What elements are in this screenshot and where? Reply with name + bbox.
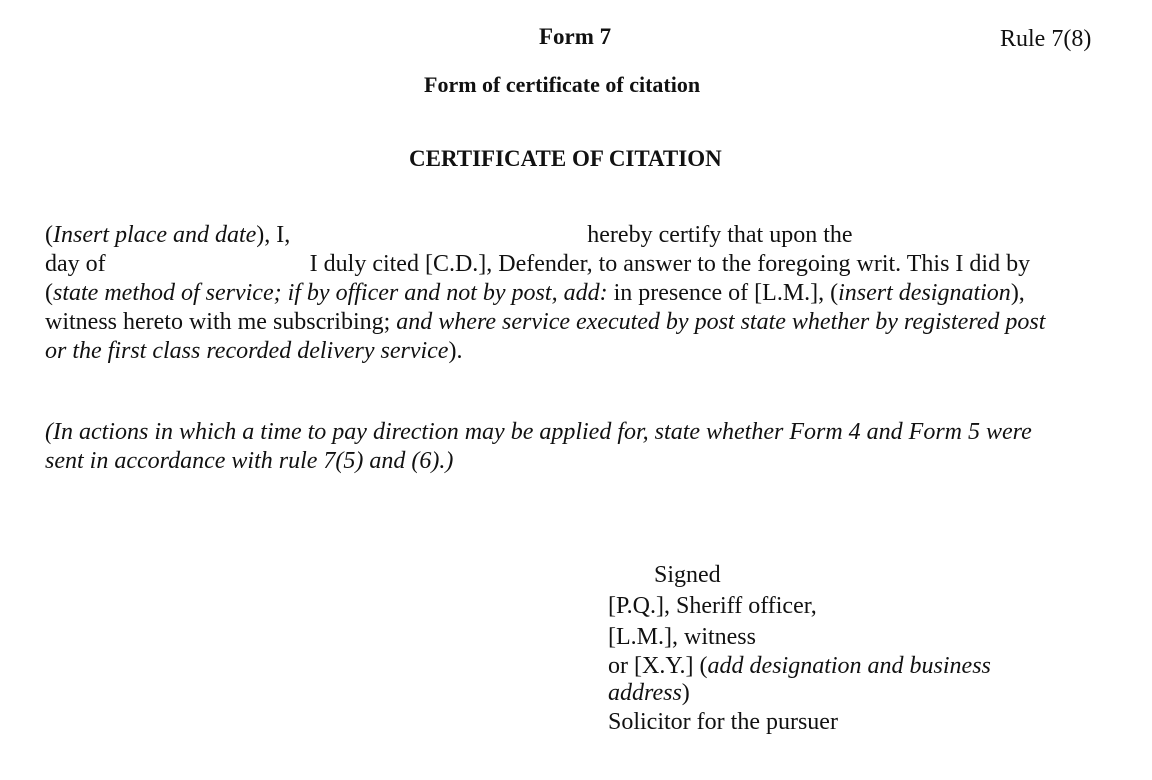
address-line: address) — [608, 680, 690, 706]
post-service-instruction: and where service executed by post state whether by registered post — [396, 309, 1046, 335]
insert-place-date: Insert place and date — [53, 222, 257, 248]
rule-reference: Rule 7(8) — [1000, 26, 1092, 52]
certificate-paragraph — [45, 221, 1045, 366]
signed-label: Signed — [654, 562, 721, 588]
form-subtitle: Form of certificate of citation — [424, 72, 701, 97]
paragraph-line-3: (state method of service; if by officer and not by post, add: in presence of [L.M.], (insert designation), — [45, 280, 1025, 306]
insert-designation-instruction: insert designation — [838, 280, 1011, 306]
witness-line: [L.M.], witness — [608, 624, 756, 650]
note-line-1: (In actions in which a time to pay direction may be applied for, state whether Form 4 and Form 5 were — [45, 419, 1032, 445]
state-method-instruction: state method of service; if by officer and not by post, add: — [53, 280, 608, 306]
note-line-2: sent in accordance with rule 7(5) and (6).) — [45, 448, 454, 474]
paragraph-line-2: day of I duly cited [C.D.], Defender, to answer to the foregoing writ. This I did by — [45, 251, 1031, 277]
paragraph-line-5: or the first class recorded delivery service). — [45, 338, 463, 364]
time-to-pay-note — [45, 418, 1032, 476]
solicitor-line: Solicitor for the pursuer — [608, 709, 838, 735]
form-number: Form 7 — [539, 24, 612, 49]
certificate-heading: CERTIFICATE OF CITATION — [409, 146, 722, 171]
paragraph-line-4: witness hereto with me subscribing; and where service executed by post state whether by registered post — [45, 309, 1046, 335]
signature-block — [608, 560, 991, 738]
solicitor-designation-line: or [X.Y.] (add designation and business — [608, 653, 991, 679]
paragraph-line-1: (Insert place and date), I, hereby certify that upon the — [45, 222, 853, 248]
sheriff-officer-line: [P.Q.], Sheriff officer, — [608, 593, 817, 619]
